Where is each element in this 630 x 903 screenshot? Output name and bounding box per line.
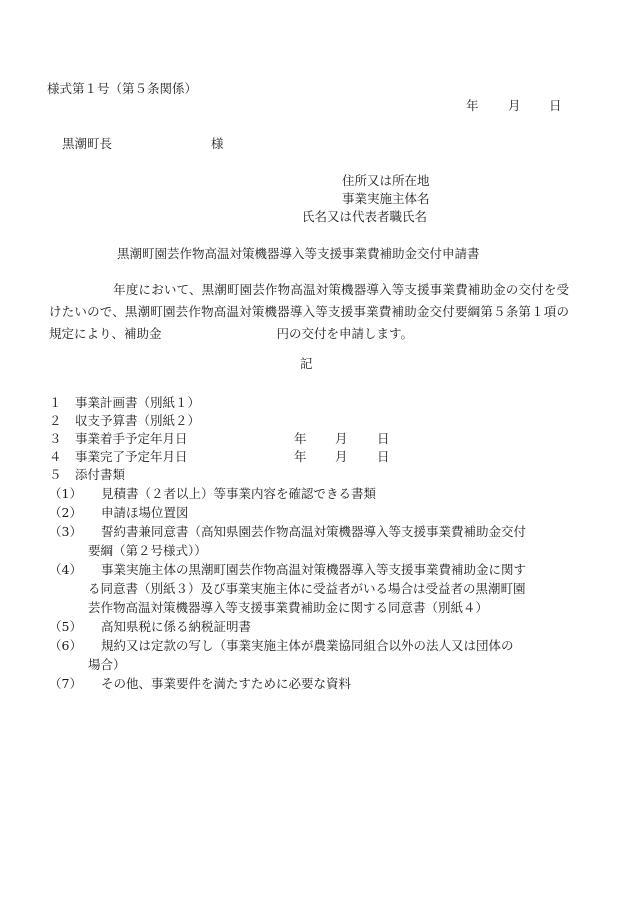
attachment-text-line: 誓約書兼同意書（高知県園芸作物高温対策機器導入等支援事業費補助金交付 — [101, 524, 527, 539]
attachment-number: （5） — [49, 619, 82, 634]
applicant-address-label: 住所又は所在地 — [342, 173, 430, 188]
attachment-text: 見積書（２者以上）等事業内容を確認できる書類 — [101, 486, 377, 501]
item-number: １ — [49, 395, 62, 410]
item-text: 事業計画書（別紙１） — [75, 395, 201, 410]
attachment-text-line: 事業実施主体の黒潮町園芸作物高温対策機器導入等支援事業費補助金に関す — [101, 562, 527, 577]
item-number: ５ — [49, 467, 62, 482]
addressee-name: 黒潮町長 — [62, 136, 113, 151]
application-body — [49, 279, 569, 345]
applicant-name-label: 氏名又は代表者職氏名 — [302, 209, 428, 224]
attachment-text-line: 芸作物高温対策機器導入等支援事業費補助金に関する同意書（別紙４） — [88, 600, 489, 615]
body-lead-text: 年度において、黒潮町園芸作物高温対策機器導入等支援事業費補助金の交付を受けたいので、黒潮町園芸作物高温対策機器導入等支援事業費補助金交付要綱第５条第１項の規定により、補助金 — [49, 282, 569, 341]
attachment-number: （4） — [49, 562, 82, 577]
applicant-entity-label: 事業実施主体名 — [342, 191, 430, 206]
form-number: 様式第１号（第５条関係） — [47, 81, 198, 96]
item-day: 日 — [377, 449, 390, 464]
attachment-text-line: 場合） — [88, 657, 126, 672]
attachment-text-line: 規約又は定款の写し（事業実施主体が農業協同組合以外の法人又は団体の — [101, 638, 514, 653]
body-amount-unit: 円の交付を申請します。 — [276, 326, 414, 341]
item-number: ４ — [49, 449, 62, 464]
item-number: ３ — [49, 431, 62, 446]
attachment-text: その他、事業要件を満たすために必要な資料 — [101, 676, 352, 691]
addressee-honorific: 様 — [211, 136, 224, 151]
attachment-text: 申請ほ場位置図 — [101, 505, 189, 520]
item-text: 収支予算書（別紙２） — [75, 413, 201, 428]
date-day: 日 — [549, 98, 562, 113]
item-number: ２ — [49, 413, 62, 428]
item-day: 日 — [377, 431, 390, 446]
date-year: 年 — [466, 98, 479, 113]
attachment-number: （1） — [49, 486, 82, 501]
attachment-number: （7） — [49, 676, 82, 691]
document-title: 黒潮町園芸作物高温対策機器導入等支援事業費補助金交付申請書 — [117, 246, 480, 261]
attachment-number: （3） — [49, 524, 82, 539]
attachment-text: 高知県税に係る納税証明書 — [101, 619, 252, 634]
ki-heading: 記 — [300, 356, 313, 371]
item-year: 年 — [294, 449, 307, 464]
date-month: 月 — [508, 98, 521, 113]
item-month: 月 — [335, 431, 348, 446]
attachment-text-line: る同意書（別紙３）及び事業実施主体に受益者がいる場合は受益者の黒潮町園 — [88, 581, 526, 596]
attachment-text-line: 要綱（第２号様式）） — [88, 543, 207, 558]
item-year: 年 — [294, 431, 307, 446]
item-text: 事業完了予定年月日 — [75, 449, 188, 464]
item-month: 月 — [335, 449, 348, 464]
attachment-number: （2） — [49, 505, 82, 520]
item-text: 事業着手予定年月日 — [75, 431, 188, 446]
attachment-number: （6） — [49, 638, 82, 653]
item-text: 添付書類 — [75, 467, 126, 482]
